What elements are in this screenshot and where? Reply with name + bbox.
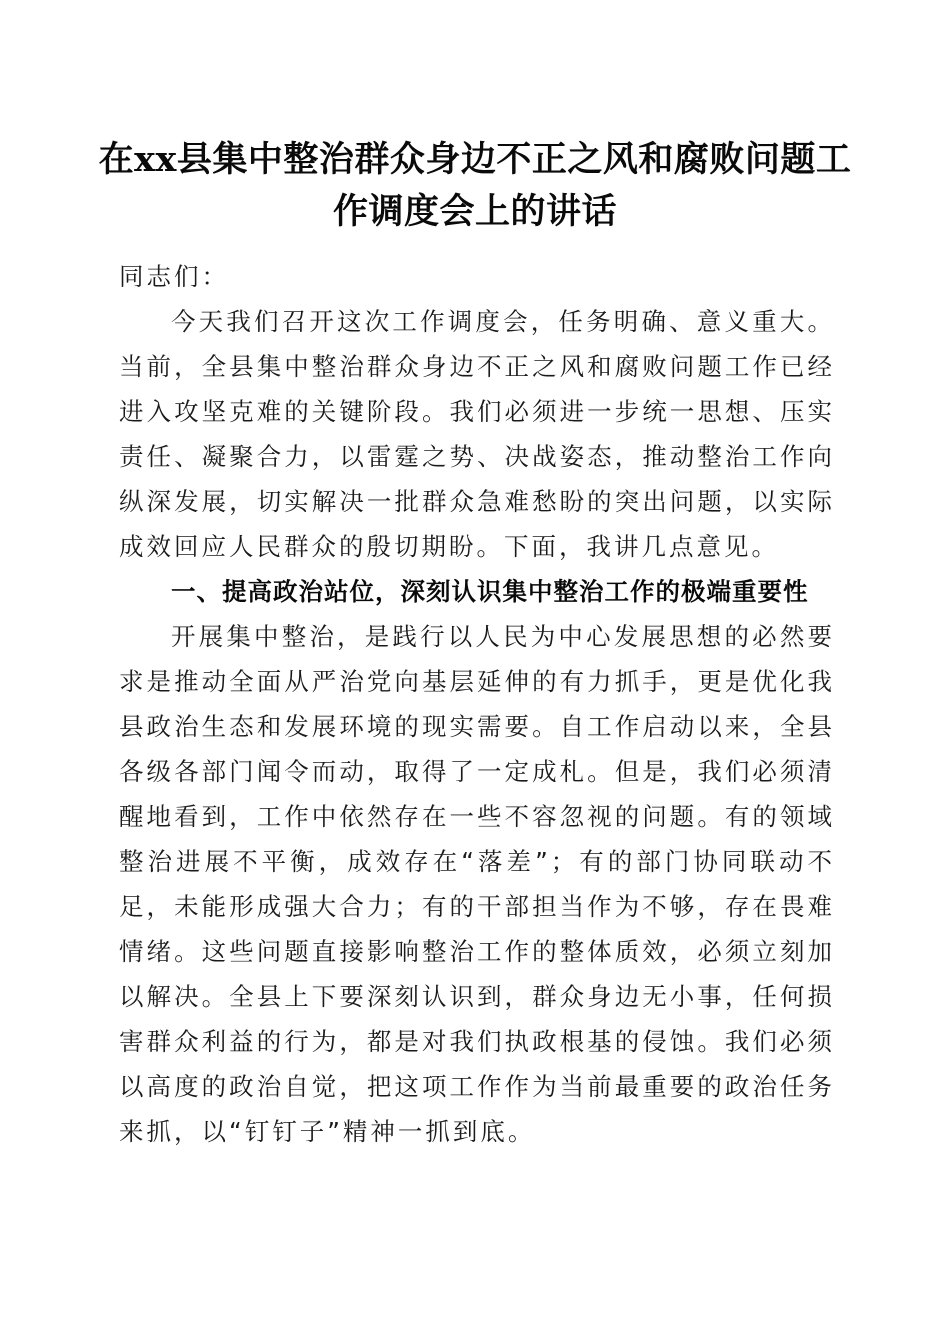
document-title: 在xx县集中整治群众身边不正之风和腐败问题工作调度会上的讲话 [98, 139, 852, 232]
document-body [119, 254, 835, 1154]
section-1-paragraph: 开展集中整治，是践行以人民为中心发展思想的必然要求是推动全面从严治党向基层延伸的有力抓手，更是优化我县政治生态和发展环境的现实需要。自工作启动以来，全县各级各部门闻令而动，取得了一定成札。但是，我们必须清醒地看到，工作中依然存在一些不容忽视的问题。有的领域整治进展不平衡，成效存在“落差”；有的部门协同联动不足，未能形成强大合力；有的干部担当作为不够，存在畏难情绪。这些问题直接影响整治工作的整体质效，必须立刻加以解决。全县上下要深刻认识到，群众身边无小事，任何损害群众利益的行为，都是对我们执政根基的侵蚀。我们必须以高度的政治自觉，把这项工作作为当前最重要的政治任务来抓，以“钉钉子”精神一抓到底。 [119, 622, 835, 1146]
section-heading-1: 一、提高政治站位，深刻认识集中整治工作的极端重要性 [171, 577, 809, 606]
salutation: 同志们： [119, 262, 229, 291]
intro-paragraph: 今天我们召开这次工作调度会，任务明确、意义重大。当前，全县集中整治群众身边不正之风和腐败问题工作已经进入攻坚克难的关键阶段。我们必须进一步统一思想、压实责任、凝聚合力，以雷霆之势、决战姿态，推动整治工作向纵深发展，切实解决一批群众急难愁盼的突出问题，以实际成效回应人民群众的殷切期盼。下面，我讲几点意见。 [119, 307, 835, 561]
